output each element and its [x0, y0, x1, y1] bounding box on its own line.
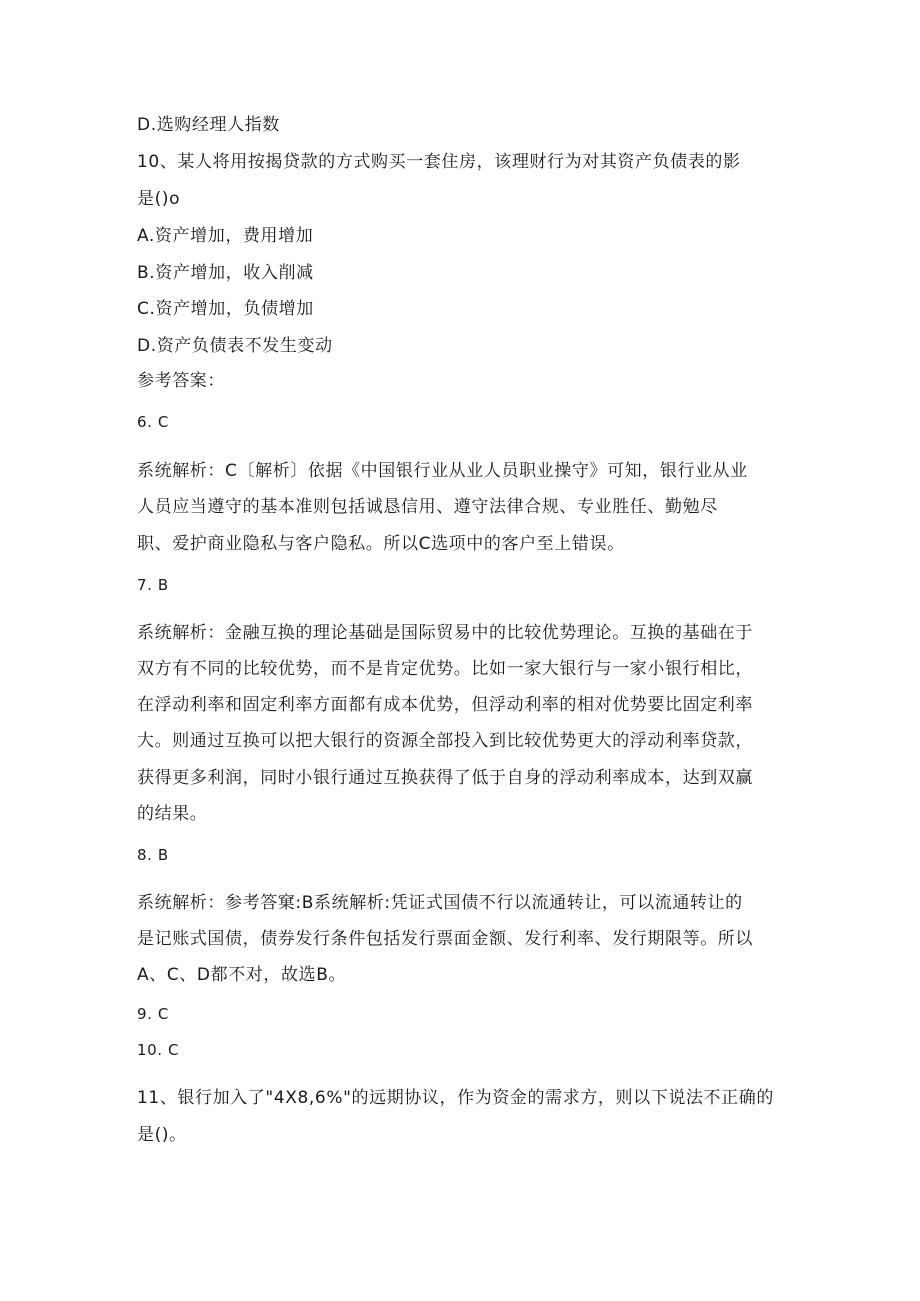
question-10-text-cont: 是()o: [137, 189, 181, 209]
answers-heading: 参考答案：: [137, 371, 225, 391]
explanation-6-line3: 职、爱护商业隐私与客户隐私。所以C选项中的客户至上错误。: [137, 534, 625, 554]
answer-10: 10. C: [137, 1041, 180, 1059]
explanation-7-line3: 在浮动利率和固定利率方面都有成本优势，但浮动利率的相对优势要比固定利率: [137, 695, 753, 715]
option-c: C.资产增加，负债增加: [137, 299, 314, 319]
explanation-6-line2: 人员应当遵守的基本准则包括诚恳信用、遵守法律合规、专业胜任、勤勉尽: [137, 497, 718, 517]
explanation-8-line3: A、C、D都不对，故选B。: [137, 965, 347, 985]
option-b: B.资产增加，收入削减: [137, 263, 314, 283]
question-10-text: 10、某人将用按揭贷款的方式购买一套住房，该理财行为对其资产负债表的影: [137, 152, 741, 172]
question-11-text: 11、银行加入了"4X8,6%"的远期协议，作为资金的需求方，则以下说法不正确的: [137, 1088, 774, 1108]
explanation-7-line1: 系统解析：金融互换的理论基础是国际贸易中的比较优势理论。互换的基础在于: [137, 623, 753, 643]
explanation-8-line2: 是记账式国债，债券发行条件包括发行票面金额、发行利率、发行期限等。所以: [137, 929, 753, 949]
option-d-q9: D.选购经理人指数: [137, 115, 280, 135]
explanation-7-line5: 获得更多利润，同时小银行通过互换获得了低于自身的浮动利率成本，达到双赢: [137, 768, 753, 788]
explanation-8-line1: 系统解析：参考答窠:B系统解析:凭证式国债不行以流通转让，可以流通转让的: [137, 893, 743, 913]
answer-8: 8. B: [137, 846, 169, 864]
explanation-7-line4: 大。则通过互换可以把大银行的资源全部投入到比较优势更大的浮动利率贷款，: [137, 731, 753, 751]
explanation-7-line2: 双方有不同的比较优势，而不是肯定优势。比如一家大银行与一家小银行相比，: [137, 659, 753, 679]
question-11-text-cont: 是()。: [137, 1125, 187, 1145]
answer-9: 9. C: [137, 1005, 169, 1023]
explanation-6-line1: 系统解析：C〔解析〕依据《中国银行业从业人员职业操守》可知，银行业从业: [137, 461, 748, 481]
answer-7: 7. B: [137, 576, 169, 594]
option-a: A.资产增加，费用增加: [137, 226, 314, 246]
answer-6: 6. C: [137, 413, 169, 431]
option-d: D.资产负债表不发生变动: [137, 336, 333, 356]
explanation-7-line6: 的结果。: [137, 804, 208, 824]
